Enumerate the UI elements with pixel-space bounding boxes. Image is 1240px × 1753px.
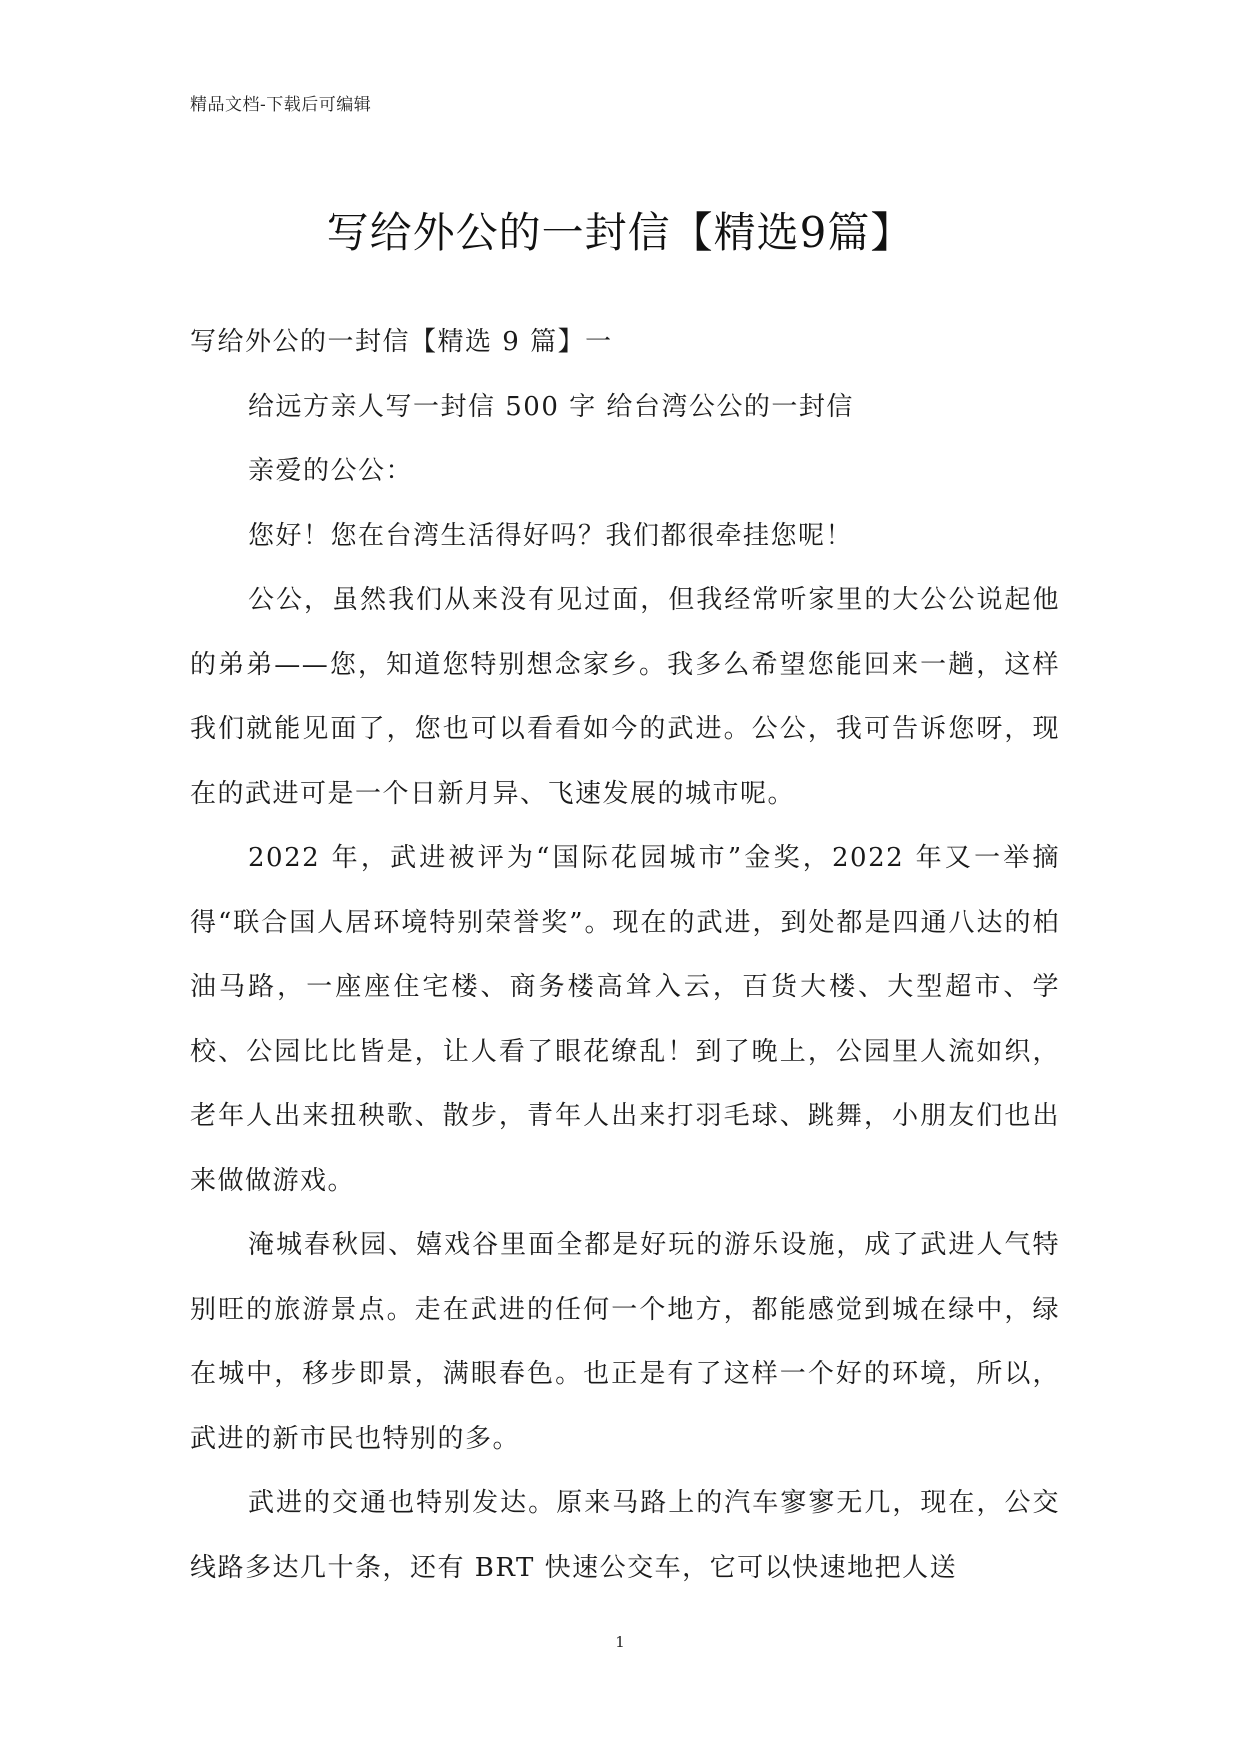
document-body — [190, 310, 1060, 1600]
paragraph: 淹城春秋园、嬉戏谷里面全都是好玩的游乐设施，成了武进人气特别旺的旅游景点。走在武进的任何一个地方，都能感觉到城在绿中，绿在城中，移步即景，满眼春色。也正是有了这样一个好的环境，所以，武进的新市民也特别的多。 — [190, 1230, 1060, 1454]
page-number: 1 — [615, 1633, 625, 1651]
document-title: 写给外公的一封信【精选9篇】 — [326, 208, 914, 257]
paragraph-subtitle: 给远方亲人写一封信 500 字 给台湾公公的一封信 — [248, 391, 854, 422]
paragraph-greeting: 您好！您在台湾生活得好吗？我们都很牵挂您呢！ — [248, 520, 854, 551]
paragraph: 武进的交通也特别发达。原来马路上的汽车寥寥无几，现在，公交线路多达几十条，还有 BRT 快速公交车，它可以快速地把人送 — [190, 1488, 1060, 1583]
paragraph-salutation: 亲爱的公公： — [248, 456, 414, 486]
section-heading: 写给外公的一封信【精选 9 篇】一 — [190, 327, 613, 357]
paragraph: 公公，虽然我们从来没有见过面，但我经常听家里的大公公说起他的弟弟——您，知道您特别想念家乡。我多么希望您能回来一趟，这样我们就能见面了，您也可以看看如今的武进。公公，我可告诉您呀，现在的武进可是一个日新月异、飞速发展的城市呢。 — [190, 585, 1060, 809]
header-note: 精品文档-下载后可编辑 — [190, 95, 372, 115]
paragraph: 2022 年，武进被评为“国际花园城市”金奖，2022 年又一举摘得“联合国人居环境特别荣誉奖”。现在的武进，到处都是四通八达的柏油马路，一座座住宅楼、商务楼高耸入云，百货大楼、大型超市、学校、公园比比皆是，让人看了眼花缭乱！到了晚上，公园里人流如织，老年人出来扭秧歌、散步，青年人出来打羽毛球、跳舞，小朋友们也出来做做游戏。 — [190, 843, 1060, 1196]
